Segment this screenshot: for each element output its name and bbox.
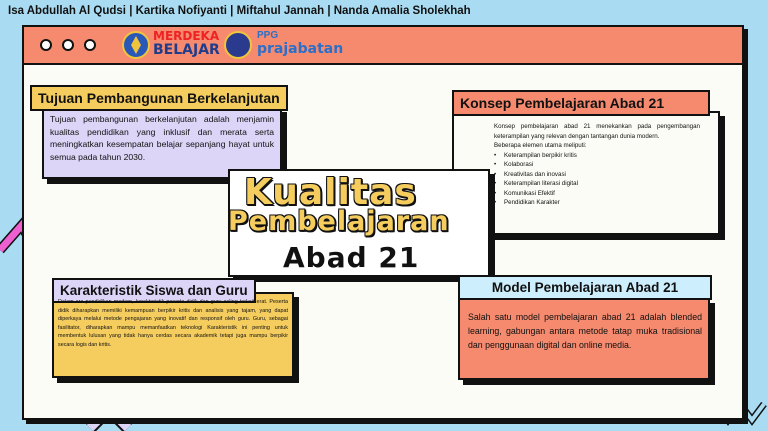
list-item: • Kolaborasi	[494, 160, 700, 170]
konsep-list	[494, 151, 700, 208]
list-item: • Pendidikan Karakter	[494, 198, 700, 208]
model-body: Salah satu model pembelajaran abad 21 adalah blended learning, gabungan antara metode tatap muka tradisional dan penggunaan digital dan online media.	[468, 312, 702, 350]
list-item: • Kreativitas dan inovasi	[494, 170, 700, 180]
list-item: • Keterampilan berpikir kritis	[494, 151, 700, 161]
title-line-1: Kualitas	[244, 172, 417, 213]
university-logo	[224, 31, 252, 59]
konsep-heading: Konsep Pembelajaran Abad 21	[452, 90, 710, 116]
tujuan-heading: Tujuan Pembangunan Berkelanjutan	[30, 85, 288, 111]
list-item: • Komunikasi Efektif	[494, 189, 700, 199]
konsep-content	[494, 122, 700, 208]
tut-wuri-logo	[122, 30, 150, 60]
authors-line: Isa Abdullah Al Qudsi | Kartika Nofiyanti | Miftahul Jannah | Nanda Amalia Sholekhah	[8, 5, 471, 17]
konsep-intro: Konsep pembelajaran abad 21 menekankan pada pengembangan keterampilan yang relevan dengan tantangan dunia modern.	[494, 123, 700, 140]
model-heading: Model Pembelajaran Abad 21	[458, 275, 712, 300]
window-dot-1	[40, 39, 52, 51]
karakteristik-heading: Karakteristik Siswa dan Guru	[52, 278, 256, 303]
karakteristik-body: Dalam era pendidikan modern, karakteristik peserta didik dan guru saling terkait erat. Peserta didik diharapkan memiliki kemampuan berpikir kritis dan analisis yang tajam, yang dapat diperkaya melalui metode pengajaran yang inovatif dan responsif oleh guru. Guru, sebagai fasilitator, diharapkan mampu memanfaatkan teknologi Karakteristik ini penting untuk membentuk lulusan yang tidak hanya cerdas secara akademik tetapi juga mampu berpikir secara logis dan kritis.	[58, 299, 288, 348]
belajar-logo-text: BELAJAR	[153, 42, 220, 58]
prajabatan-logo-text: prajabatan	[257, 41, 344, 57]
title-line-2: Pembelajaran	[228, 206, 450, 237]
window-dot-2	[62, 39, 74, 51]
window-dot-3	[84, 39, 96, 51]
merdeka-logo-text: MERDEKA	[153, 29, 220, 43]
konsep-subheading: Beberapa elemen utama meliputi:	[494, 142, 587, 149]
tujuan-body: Tujuan pembangunan berkelanjutan adalah menjamin kualitas pendidikan yang inklusif dan merata serta meningkatkan kesempatan belajar sepanjang hayat untuk semua pada tahun 2030.	[50, 114, 274, 162]
ppg-logo-text: PPG	[257, 30, 279, 41]
list-item: • Keterampilan literasi digital	[494, 179, 700, 189]
title-line-3: Abad 21	[283, 241, 420, 274]
